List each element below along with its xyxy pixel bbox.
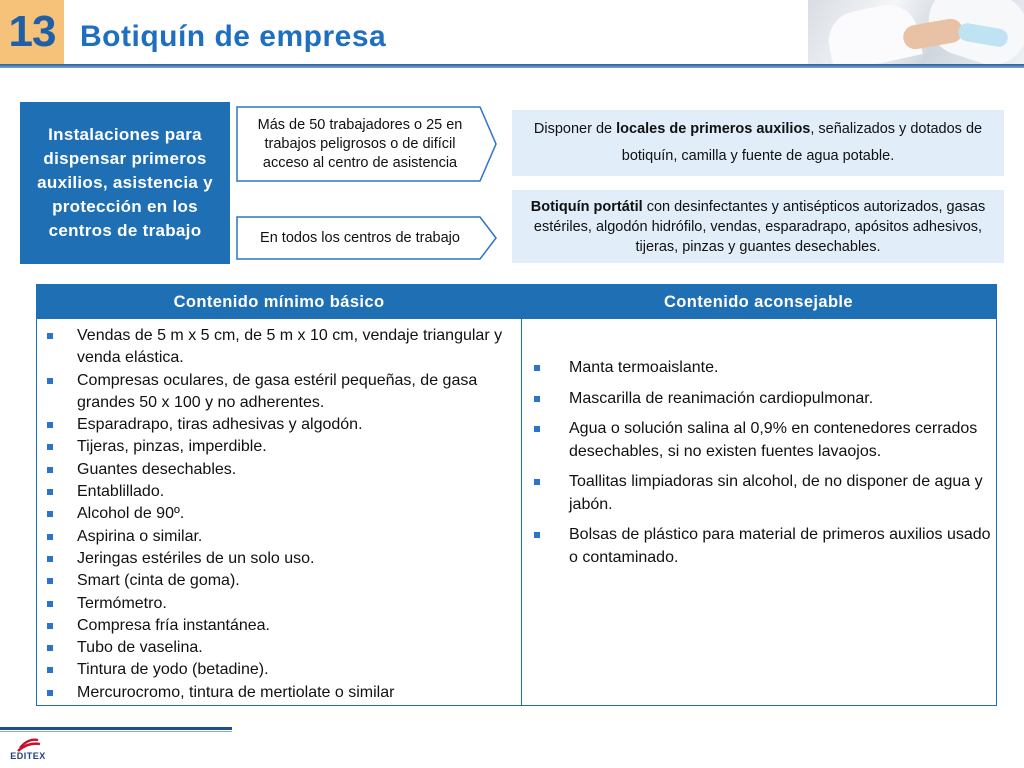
condition-arrow-large-companies	[236, 106, 498, 182]
bullet-icon	[47, 645, 53, 651]
column-header-basic: Contenido mínimo básico	[173, 292, 385, 311]
list-item: Guantes desechables.	[37, 459, 507, 481]
list-item: Aspirina o similar.	[37, 526, 507, 548]
list-item: Vendas de 5 m x 5 cm, de 5 m x 10 cm, vendaje triangular y venda elástica.	[37, 325, 507, 370]
bullet-icon	[534, 396, 540, 402]
first-aid-rooms-text: Disponer de locales de primeros auxilios, señalizados y dotados de botiquín, camilla y fuente de agua potable.	[533, 121, 983, 164]
list-item: Mascarilla de reanimación cardiopulmonar.	[529, 388, 993, 411]
recommended-contents-list	[529, 357, 993, 577]
list-item: Compresas oculares, de gasa estéril pequeñas, de gasa grandes 50 x 100 y no adherentes.	[37, 370, 507, 415]
portable-kit-box	[512, 190, 1004, 263]
footer-divider	[0, 727, 232, 730]
list-item: Compresa fría instantánea.	[37, 615, 507, 637]
header-photo	[808, 0, 1024, 64]
bullet-icon	[47, 422, 53, 428]
list-item: Termómetro.	[37, 593, 507, 615]
list-item: Toallitas limpiadoras sin alcohol, de no disponer de agua y jabón.	[529, 471, 993, 516]
bullet-icon	[47, 690, 53, 696]
footer-divider-thin	[0, 731, 232, 732]
logo-text: EDITEX	[10, 751, 46, 761]
facilities-box	[20, 102, 230, 264]
bullet-icon	[47, 667, 53, 673]
bullet-icon	[534, 365, 540, 371]
list-item: Entablillado.	[37, 481, 507, 503]
list-item: Esparadrapo, tiras adhesivas y algodón.	[37, 414, 507, 436]
facilities-box-text: Instalaciones para dispensar primeros auxilios, asistencia y protección en los centros de trabajo	[37, 125, 213, 240]
list-item: Jeringas estériles de un solo uso.	[37, 548, 507, 570]
list-item: Mercurocromo, tintura de mertiolate o similar	[37, 682, 507, 704]
list-item: Tubo de vaselina.	[37, 637, 507, 659]
list-item: Manta termoaislante.	[529, 357, 993, 380]
list-item: Tintura de yodo (betadine).	[37, 659, 507, 681]
list-item: Agua o solución salina al 0,9% en contenedores cerrados desechables, si no existen fuentes lavaojos.	[529, 418, 993, 463]
bullet-icon	[47, 467, 53, 473]
first-aid-rooms-box	[512, 110, 1004, 176]
bullet-icon	[47, 333, 53, 339]
bullet-icon	[534, 426, 540, 432]
bullet-icon	[47, 601, 53, 607]
kit-contents-table	[36, 284, 997, 706]
list-item: Alcohol de 90º.	[37, 503, 507, 525]
list-item: Smart (cinta de goma).	[37, 570, 507, 592]
basic-contents-list	[37, 325, 507, 704]
bullet-icon	[47, 623, 53, 629]
logo-mark-icon	[4, 736, 52, 752]
bullet-icon	[47, 534, 53, 540]
chapter-number-badge: 13	[0, 0, 64, 64]
bullet-icon	[47, 578, 53, 584]
bullet-icon	[534, 479, 540, 485]
bullet-icon	[47, 511, 53, 517]
bullet-icon	[47, 444, 53, 450]
bullet-icon	[47, 378, 53, 384]
portable-kit-text: Botiquín portátil con desinfectantes y antisépticos autorizados, gasas estériles, algodón hidrófilo, vendas, esparadrapo, apósitos adhesivos, tijeras, pinzas y guantes desechables.	[530, 198, 986, 255]
bullet-icon	[534, 532, 540, 538]
column-header-recommended: Contenido aconsejable	[663, 292, 853, 311]
column-divider	[521, 319, 522, 706]
header-divider	[0, 64, 1024, 68]
bullet-icon	[47, 556, 53, 562]
condition-text-all-centers: En todos los centros de trabajo	[260, 229, 460, 246]
bullet-icon	[47, 489, 53, 495]
list-item: Tijeras, pinzas, imperdible.	[37, 436, 507, 458]
page-title: Botiquín de empresa	[80, 20, 387, 53]
condition-text-large-companies: Más de 50 trabajadores o 25 en trabajos peligrosos o de difícil acceso al centro de asistencia	[257, 116, 463, 171]
list-item: Bolsas de plástico para material de primeros auxilios usado o contaminado.	[529, 524, 993, 569]
condition-arrow-all-centers	[236, 216, 498, 260]
editex-logo	[4, 736, 52, 764]
table-header	[37, 285, 996, 319]
